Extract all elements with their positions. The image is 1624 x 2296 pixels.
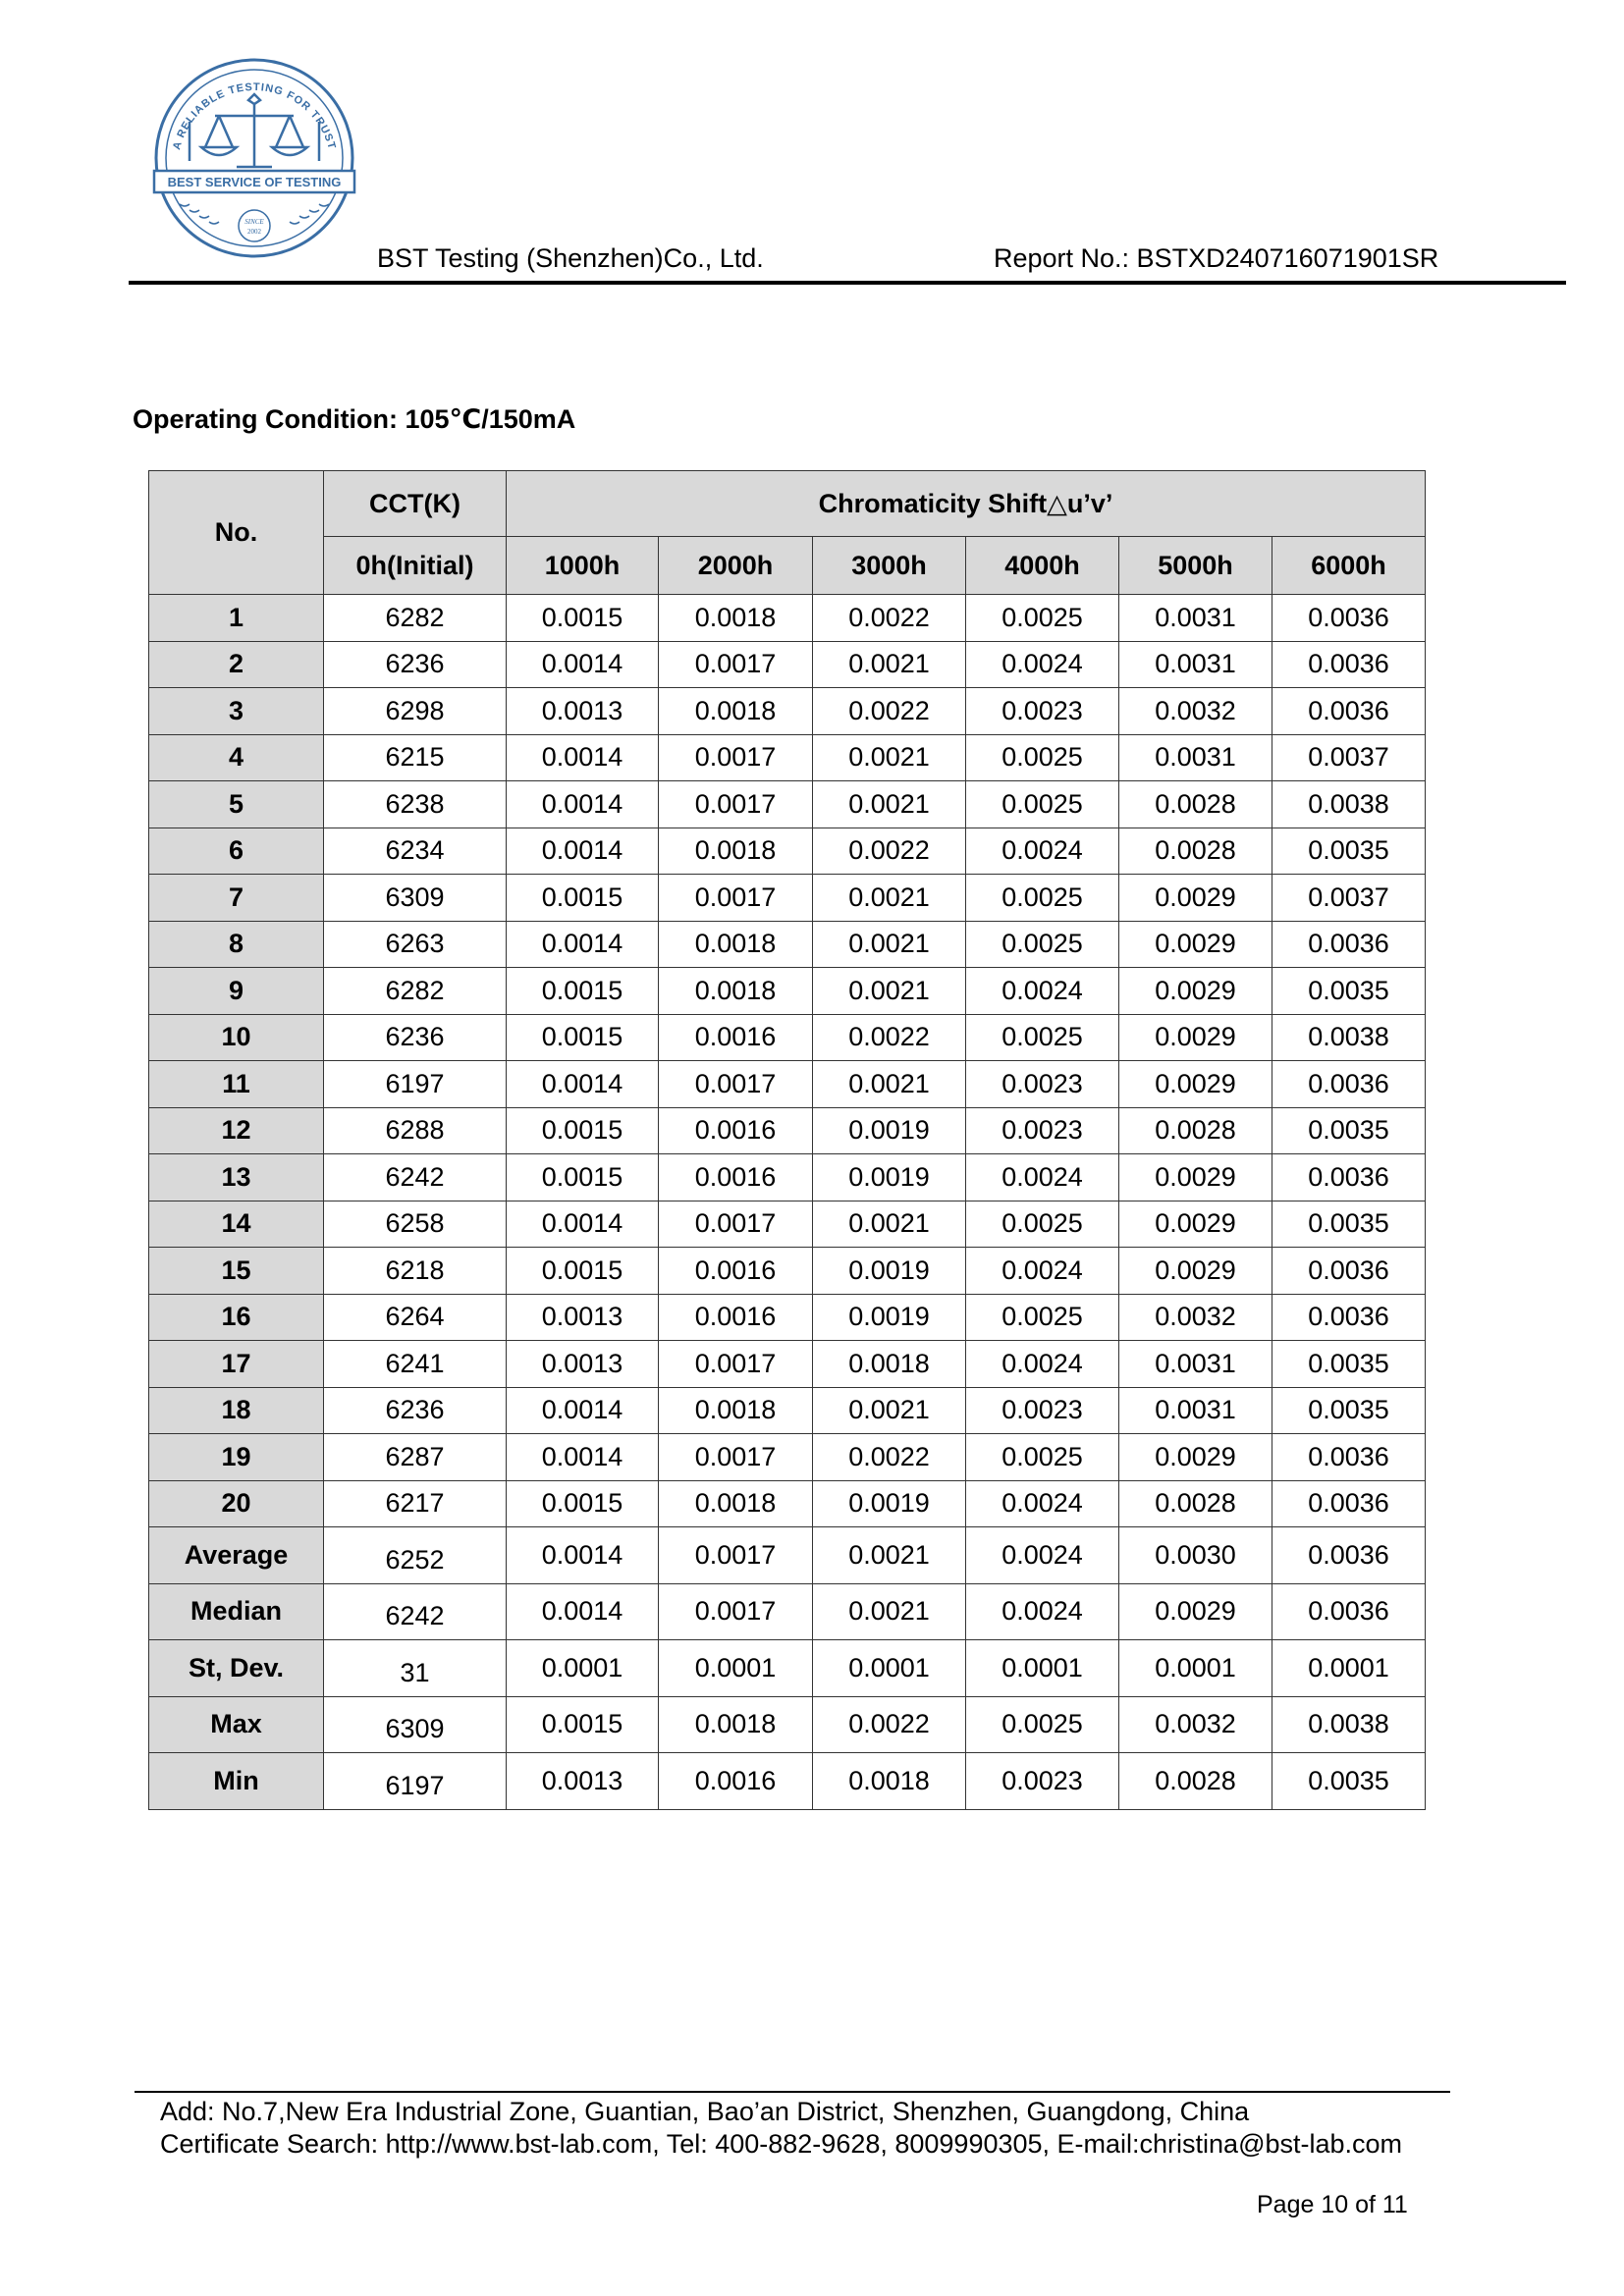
cct-cell: 6288 <box>324 1107 507 1154</box>
shift-cell: 0.0018 <box>659 595 813 642</box>
stat-label-cell: Average <box>149 1527 324 1584</box>
shift-cell: 0.0035 <box>1272 828 1426 875</box>
shift-cell: 0.0035 <box>1272 1387 1426 1434</box>
shift-cell: 0.0017 <box>659 781 813 828</box>
shift-cell: 0.0016 <box>659 1154 813 1201</box>
shift-cell: 0.0035 <box>1272 1201 1426 1248</box>
stat-row <box>149 1753 1426 1810</box>
shift-cell: 0.0015 <box>507 1154 659 1201</box>
shift-cell: 0.0025 <box>966 1696 1119 1753</box>
sample-no-cell: 12 <box>149 1107 324 1154</box>
shift-cell: 0.0029 <box>1119 1154 1272 1201</box>
cct-cell: 6236 <box>324 641 507 688</box>
shift-cell: 0.0017 <box>659 1061 813 1108</box>
shift-cell: 0.0021 <box>813 875 966 922</box>
shift-cell: 0.0015 <box>507 875 659 922</box>
cct-cell: 6236 <box>324 1387 507 1434</box>
logo-banner-text: BEST SERVICE OF TESTING <box>167 175 342 189</box>
company-name: BST Testing (Shenzhen)Co., Ltd. <box>377 243 764 273</box>
shift-cell: 0.0037 <box>1272 734 1426 781</box>
cct-cell: 6236 <box>324 1014 507 1061</box>
cct-cell: 6252 <box>324 1527 507 1584</box>
stat-label-cell: Max <box>149 1696 324 1753</box>
sample-no-cell: 11 <box>149 1061 324 1108</box>
stat-row <box>149 1583 1426 1640</box>
shift-cell: 0.0019 <box>813 1154 966 1201</box>
stat-row <box>149 1527 1426 1584</box>
table-row <box>149 921 1426 968</box>
shift-cell: 0.0024 <box>966 1583 1119 1640</box>
shift-cell: 0.0021 <box>813 1201 966 1248</box>
shift-cell: 0.0029 <box>1119 1014 1272 1061</box>
shift-cell: 0.0001 <box>1272 1640 1426 1697</box>
stat-row <box>149 1640 1426 1697</box>
shift-cell: 0.0028 <box>1119 1107 1272 1154</box>
shift-cell: 0.0018 <box>659 1480 813 1527</box>
table-row <box>149 875 1426 922</box>
shift-cell: 0.0018 <box>659 1387 813 1434</box>
shift-cell: 0.0023 <box>966 1753 1119 1810</box>
shift-cell: 0.0028 <box>1119 1480 1272 1527</box>
shift-cell: 0.0022 <box>813 1696 966 1753</box>
shift-cell: 0.0025 <box>966 734 1119 781</box>
shift-cell: 0.0018 <box>813 1753 966 1810</box>
sample-no-cell: 2 <box>149 641 324 688</box>
shift-cell: 0.0022 <box>813 688 966 735</box>
shift-cell: 0.0036 <box>1272 595 1426 642</box>
shift-cell: 0.0035 <box>1272 1341 1426 1388</box>
shift-cell: 0.0015 <box>507 1696 659 1753</box>
shift-cell: 0.0031 <box>1119 1341 1272 1388</box>
cct-cell: 6197 <box>324 1753 507 1810</box>
cct-cell: 6241 <box>324 1341 507 1388</box>
shift-cell: 0.0024 <box>966 1248 1119 1295</box>
shift-cell: 0.0017 <box>659 1583 813 1640</box>
sample-no-cell: 10 <box>149 1014 324 1061</box>
shift-cell: 0.0018 <box>659 828 813 875</box>
shift-cell: 0.0024 <box>966 1341 1119 1388</box>
sample-no-cell: 8 <box>149 921 324 968</box>
shift-cell: 0.0036 <box>1272 1294 1426 1341</box>
shift-cell: 0.0017 <box>659 734 813 781</box>
table-row <box>149 641 1426 688</box>
shift-cell: 0.0017 <box>659 1201 813 1248</box>
shift-cell: 0.0036 <box>1272 641 1426 688</box>
shift-cell: 0.0031 <box>1119 734 1272 781</box>
sample-no-cell: 13 <box>149 1154 324 1201</box>
shift-cell: 0.0021 <box>813 921 966 968</box>
cct-cell: 6282 <box>324 968 507 1015</box>
shift-cell: 0.0022 <box>813 828 966 875</box>
col-cct-header: CCT(K) <box>324 471 507 537</box>
cct-cell: 31 <box>324 1640 507 1697</box>
shift-cell: 0.0025 <box>966 1434 1119 1481</box>
col-initial-header: 0h(Initial) <box>324 537 507 595</box>
cct-cell: 6282 <box>324 595 507 642</box>
shift-cell: 0.0013 <box>507 1341 659 1388</box>
shift-cell: 0.0036 <box>1272 1248 1426 1295</box>
shift-cell: 0.0014 <box>507 828 659 875</box>
shift-cell: 0.0019 <box>813 1248 966 1295</box>
shift-cell: 0.0025 <box>966 781 1119 828</box>
shift-cell: 0.0021 <box>813 1061 966 1108</box>
table-row <box>149 1294 1426 1341</box>
shift-cell: 0.0036 <box>1272 1434 1426 1481</box>
shift-cell: 0.0029 <box>1119 1248 1272 1295</box>
table-row <box>149 1387 1426 1434</box>
sample-no-cell: 1 <box>149 595 324 642</box>
shift-cell: 0.0025 <box>966 1294 1119 1341</box>
header-divider <box>129 281 1566 285</box>
table-row <box>149 1154 1426 1201</box>
cct-cell: 6263 <box>324 921 507 968</box>
col-hour-header: 5000h <box>1119 537 1272 595</box>
shift-cell: 0.0029 <box>1119 968 1272 1015</box>
header-row-1 <box>149 471 1426 537</box>
footer-address: Add: No.7,New Era Industrial Zone, Guantian, Bao’an District, Shenzhen, Guangdong, China <box>160 2097 1250 2126</box>
shift-cell: 0.0016 <box>659 1294 813 1341</box>
table-row <box>149 1014 1426 1061</box>
shift-cell: 0.0031 <box>1119 595 1272 642</box>
sample-no-cell: 14 <box>149 1201 324 1248</box>
shift-cell: 0.0018 <box>659 921 813 968</box>
shift-cell: 0.0001 <box>507 1640 659 1697</box>
shift-cell: 0.0028 <box>1119 828 1272 875</box>
shift-cell: 0.0001 <box>1119 1640 1272 1697</box>
cct-cell: 6238 <box>324 781 507 828</box>
shift-cell: 0.0015 <box>507 1014 659 1061</box>
shift-cell: 0.0038 <box>1272 1696 1426 1753</box>
shift-cell: 0.0021 <box>813 1583 966 1640</box>
sample-no-cell: 18 <box>149 1387 324 1434</box>
shift-cell: 0.0030 <box>1119 1527 1272 1584</box>
shift-cell: 0.0021 <box>813 641 966 688</box>
shift-cell: 0.0021 <box>813 734 966 781</box>
shift-cell: 0.0024 <box>966 1527 1119 1584</box>
cct-cell: 6242 <box>324 1583 507 1640</box>
cct-cell: 6258 <box>324 1201 507 1248</box>
col-hour-header: 3000h <box>813 537 966 595</box>
shift-cell: 0.0023 <box>966 1061 1119 1108</box>
shift-cell: 0.0014 <box>507 1201 659 1248</box>
shift-cell: 0.0001 <box>813 1640 966 1697</box>
shift-cell: 0.0036 <box>1272 1583 1426 1640</box>
table-row <box>149 968 1426 1015</box>
sample-no-cell: 19 <box>149 1434 324 1481</box>
shift-cell: 0.0025 <box>966 1014 1119 1061</box>
shift-cell: 0.0024 <box>966 828 1119 875</box>
shift-cell: 0.0014 <box>507 734 659 781</box>
shift-cell: 0.0021 <box>813 1387 966 1434</box>
table-row <box>149 781 1426 828</box>
shift-cell: 0.0036 <box>1272 921 1426 968</box>
shift-cell: 0.0017 <box>659 1341 813 1388</box>
shift-cell: 0.0036 <box>1272 1480 1426 1527</box>
shift-cell: 0.0032 <box>1119 1696 1272 1753</box>
col-hour-header: 2000h <box>659 537 813 595</box>
shift-cell: 0.0015 <box>507 595 659 642</box>
shift-cell: 0.0019 <box>813 1107 966 1154</box>
shift-cell: 0.0013 <box>507 1753 659 1810</box>
shift-cell: 0.0018 <box>659 968 813 1015</box>
shift-cell: 0.0024 <box>966 1480 1119 1527</box>
logo-ring-text: A RELIABLE TESTING FOR TRUST <box>171 80 338 151</box>
shift-cell: 0.0025 <box>966 875 1119 922</box>
col-no-header: No. <box>149 471 324 595</box>
shift-cell: 0.0021 <box>813 781 966 828</box>
shift-cell: 0.0014 <box>507 921 659 968</box>
sample-no-cell: 16 <box>149 1294 324 1341</box>
table-row <box>149 688 1426 735</box>
sample-no-cell: 9 <box>149 968 324 1015</box>
shift-cell: 0.0024 <box>966 1154 1119 1201</box>
sample-no-cell: 15 <box>149 1248 324 1295</box>
shift-cell: 0.0013 <box>507 1294 659 1341</box>
shift-cell: 0.0031 <box>1119 1387 1272 1434</box>
shift-cell: 0.0025 <box>966 921 1119 968</box>
shift-cell: 0.0016 <box>659 1248 813 1295</box>
sample-no-cell: 3 <box>149 688 324 735</box>
sample-no-cell: 7 <box>149 875 324 922</box>
shift-cell: 0.0018 <box>813 1341 966 1388</box>
shift-cell: 0.0035 <box>1272 968 1426 1015</box>
shift-cell: 0.0029 <box>1119 921 1272 968</box>
shift-cell: 0.0015 <box>507 968 659 1015</box>
shift-cell: 0.0022 <box>813 595 966 642</box>
cct-cell: 6242 <box>324 1154 507 1201</box>
shift-cell: 0.0018 <box>659 1696 813 1753</box>
shift-cell: 0.0015 <box>507 1248 659 1295</box>
shift-cell: 0.0038 <box>1272 1014 1426 1061</box>
shift-cell: 0.0017 <box>659 641 813 688</box>
bst-logo <box>150 57 358 259</box>
stat-label-cell: Min <box>149 1753 324 1810</box>
table-row <box>149 1201 1426 1248</box>
shift-cell: 0.0032 <box>1119 1294 1272 1341</box>
cct-cell: 6234 <box>324 828 507 875</box>
shift-cell: 0.0021 <box>813 1527 966 1584</box>
shift-cell: 0.0019 <box>813 1294 966 1341</box>
shift-cell: 0.0021 <box>813 968 966 1015</box>
cct-cell: 6298 <box>324 688 507 735</box>
cct-cell: 6218 <box>324 1248 507 1295</box>
table-row <box>149 595 1426 642</box>
shift-cell: 0.0001 <box>966 1640 1119 1697</box>
chromaticity-table <box>148 470 1426 1810</box>
shift-cell: 0.0014 <box>507 1061 659 1108</box>
shift-cell: 0.0036 <box>1272 1061 1426 1108</box>
shift-cell: 0.0013 <box>507 688 659 735</box>
shift-cell: 0.0017 <box>659 1434 813 1481</box>
sample-no-cell: 17 <box>149 1341 324 1388</box>
shift-cell: 0.0036 <box>1272 1154 1426 1201</box>
table-row <box>149 1248 1426 1295</box>
col-shift-header: Chromaticity Shift△u’v’ <box>507 471 1426 537</box>
sample-no-cell: 20 <box>149 1480 324 1527</box>
shift-cell: 0.0029 <box>1119 1061 1272 1108</box>
col-hour-header: 4000h <box>966 537 1119 595</box>
logo-year-text: 2002 <box>247 228 261 236</box>
shift-cell: 0.0024 <box>966 641 1119 688</box>
shift-cell: 0.0029 <box>1119 1583 1272 1640</box>
cct-cell: 6215 <box>324 734 507 781</box>
table-row <box>149 734 1426 781</box>
stat-label-cell: St, Dev. <box>149 1640 324 1697</box>
shift-cell: 0.0036 <box>1272 688 1426 735</box>
shift-cell: 0.0014 <box>507 1583 659 1640</box>
shift-cell: 0.0018 <box>659 688 813 735</box>
shift-cell: 0.0022 <box>813 1014 966 1061</box>
shift-cell: 0.0035 <box>1272 1107 1426 1154</box>
shift-cell: 0.0029 <box>1119 1201 1272 1248</box>
shift-cell: 0.0035 <box>1272 1753 1426 1810</box>
shift-cell: 0.0014 <box>507 641 659 688</box>
shift-cell: 0.0023 <box>966 1107 1119 1154</box>
table-row <box>149 828 1426 875</box>
shift-cell: 0.0016 <box>659 1107 813 1154</box>
sample-no-cell: 4 <box>149 734 324 781</box>
shift-cell: 0.0025 <box>966 595 1119 642</box>
shift-cell: 0.0014 <box>507 781 659 828</box>
footer-contact: Certificate Search: http://www.bst-lab.com, Tel: 400-882-9628, 8009990305, E-mail:christina@bst-lab.com <box>160 2129 1403 2159</box>
cct-cell: 6309 <box>324 875 507 922</box>
cct-cell: 6197 <box>324 1061 507 1108</box>
stat-row <box>149 1696 1426 1753</box>
shift-cell: 0.0017 <box>659 1527 813 1584</box>
table-row <box>149 1061 1426 1108</box>
shift-cell: 0.0016 <box>659 1014 813 1061</box>
shift-cell: 0.0019 <box>813 1480 966 1527</box>
cct-cell: 6264 <box>324 1294 507 1341</box>
shift-cell: 0.0028 <box>1119 1753 1272 1810</box>
shift-cell: 0.0022 <box>813 1434 966 1481</box>
table-row <box>149 1341 1426 1388</box>
logo-since-text: SINCE <box>244 218 264 226</box>
shift-cell: 0.0029 <box>1119 875 1272 922</box>
cct-cell: 6287 <box>324 1434 507 1481</box>
col-hour-header: 1000h <box>507 537 659 595</box>
shift-cell: 0.0014 <box>507 1387 659 1434</box>
shift-cell: 0.0001 <box>659 1640 813 1697</box>
shift-cell: 0.0017 <box>659 875 813 922</box>
shift-cell: 0.0037 <box>1272 875 1426 922</box>
cct-cell: 6309 <box>324 1696 507 1753</box>
shift-cell: 0.0025 <box>966 1201 1119 1248</box>
shift-cell: 0.0023 <box>966 688 1119 735</box>
shift-cell: 0.0015 <box>507 1107 659 1154</box>
shift-cell: 0.0015 <box>507 1480 659 1527</box>
shift-cell: 0.0023 <box>966 1387 1119 1434</box>
shift-cell: 0.0029 <box>1119 1434 1272 1481</box>
report-number: Report No.: BSTXD240716071901SR <box>994 243 1439 273</box>
sample-no-cell: 5 <box>149 781 324 828</box>
cct-cell: 6217 <box>324 1480 507 1527</box>
footer-divider <box>135 2091 1450 2093</box>
table-row <box>149 1434 1426 1481</box>
shift-cell: 0.0028 <box>1119 781 1272 828</box>
shift-cell: 0.0038 <box>1272 781 1426 828</box>
shift-cell: 0.0016 <box>659 1753 813 1810</box>
table-row <box>149 1480 1426 1527</box>
col-hour-header: 6000h <box>1272 537 1426 595</box>
stat-label-cell: Median <box>149 1583 324 1640</box>
shift-cell: 0.0014 <box>507 1434 659 1481</box>
shift-cell: 0.0031 <box>1119 641 1272 688</box>
page-number: Page 10 of 11 <box>1257 2191 1408 2218</box>
shift-cell: 0.0024 <box>966 968 1119 1015</box>
shift-cell: 0.0036 <box>1272 1527 1426 1584</box>
operating-condition: Operating Condition: 105℃/150mA <box>133 404 576 434</box>
shift-cell: 0.0014 <box>507 1527 659 1584</box>
shift-cell: 0.0032 <box>1119 688 1272 735</box>
sample-no-cell: 6 <box>149 828 324 875</box>
header-row-2 <box>149 537 1426 595</box>
table-row <box>149 1107 1426 1154</box>
